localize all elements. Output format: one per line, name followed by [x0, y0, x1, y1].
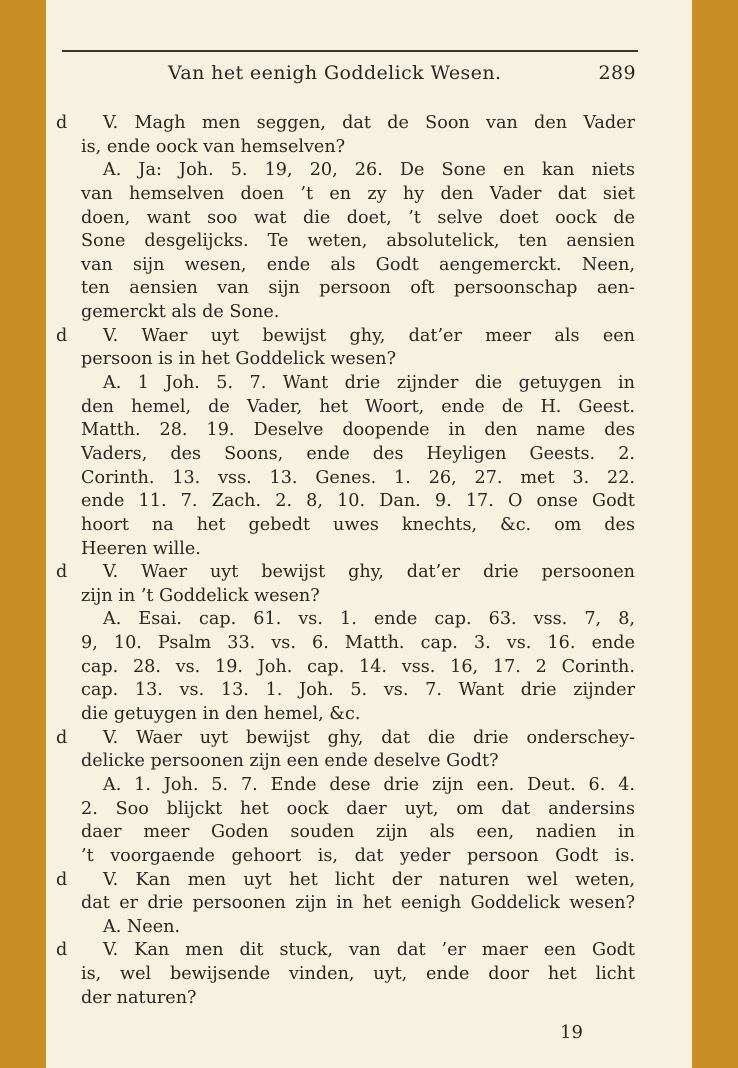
text-line — [0, 632, 738, 656]
text-line — [0, 869, 738, 893]
page-number: 289 — [598, 62, 636, 84]
signature-mark: 19 — [560, 1022, 583, 1043]
margin-marker: d — [56, 869, 68, 890]
text-line — [0, 230, 738, 254]
text-line — [0, 419, 738, 443]
text-line — [0, 774, 738, 798]
text-line — [0, 892, 738, 916]
text-line — [0, 325, 738, 349]
text-line — [0, 136, 738, 160]
text-line — [0, 490, 738, 514]
line-text: Heeren wille. — [81, 538, 201, 559]
text-line — [0, 821, 738, 845]
margin-marker: d — [56, 562, 68, 583]
page-body — [0, 112, 738, 1010]
text-line — [0, 277, 738, 301]
margin-marker: d — [56, 113, 68, 133]
text-line — [0, 301, 738, 325]
margin-marker: d — [56, 325, 68, 346]
line-text: cap. 28. vs. 19. Joh. cap. 14. vss. 16, 17. 2 Corinth. — [81, 656, 635, 677]
text-line — [0, 254, 738, 278]
text-line — [0, 348, 738, 372]
line-text: zijn in ’t Goddelick wesen? — [81, 585, 320, 606]
line-text: ten aensien van sijn persoon oft persoonschap aen- — [81, 278, 635, 299]
text-line — [0, 538, 738, 562]
text-line — [0, 963, 738, 987]
running-title: Van het eenigh Goddelick Wesen. — [168, 62, 502, 84]
line-text: A. Esai. cap. 61. vs. 1. ende cap. 63. vss. 7, 8, — [103, 609, 635, 630]
text-line — [0, 679, 738, 703]
text-line — [0, 987, 738, 1011]
page-header — [62, 62, 638, 90]
text-line — [0, 656, 738, 680]
line-text: ’t voorgaende gehoort is, dat yeder persoon Godt is. — [81, 845, 635, 866]
line-text: A. 1. Joh. 5. 7. Ende dese drie zijn een. Deut. 6. 4. — [103, 774, 635, 795]
line-text: is, ende oock van hemselven? — [81, 136, 346, 157]
text-line — [0, 514, 738, 538]
line-text: 9, 10. Psalm 33. vs. 6. Matth. cap. 3. vs. 16. ende — [81, 633, 635, 654]
line-text: ende 11. 7. Zach. 2. 8, 10. Dan. 9. 17. O onse Godt — [81, 491, 635, 512]
line-text: persoon is in het Goddelick wesen? — [81, 349, 397, 370]
line-text: V. Waer uyt bewijst ghy, dat die drie onderschey- — [103, 727, 635, 748]
line-text: doen, want soo wat die doet, ’t selve doet oock de — [81, 207, 635, 228]
line-text: delicke persoonen zijn een ende deselve Godt? — [81, 751, 499, 772]
text-line — [0, 608, 738, 632]
text-line — [0, 703, 738, 727]
line-text: A. Neen. — [103, 916, 181, 937]
line-text: die getuygen in den hemel, &c. — [81, 704, 361, 725]
text-line — [0, 750, 738, 774]
line-text: gemerckt als de Sone. — [81, 302, 280, 323]
text-line — [0, 183, 738, 207]
line-text: V. Waer uyt bewijst ghy, dat’er drie persoonen — [103, 562, 635, 583]
line-text: van hemselven doen ’t en zy hy den Vader dat siet — [81, 183, 635, 204]
line-text: A. 1 Joh. 5. 7. Want drie zijnder die getuygen in — [103, 373, 635, 394]
line-text: van sijn wesen, ende als Godt aengemerckt. Neen, — [81, 254, 635, 275]
line-text: V. Kan men uyt het licht der naturen wel weten, — [103, 869, 635, 890]
text-line — [0, 845, 738, 869]
line-text: V. Kan men dit stuck, van dat ’er maer een Godt — [103, 940, 635, 961]
line-text: Sone desgelijcks. Te weten, absolutelick, ten aensien — [81, 231, 635, 252]
text-line — [0, 467, 738, 491]
line-text: A. Ja: Joh. 5. 19, 20, 26. De Sone en kan niets — [103, 160, 635, 181]
text-line — [0, 585, 738, 609]
line-text: V. Waer uyt bewijst ghy, dat’er meer als een — [103, 325, 635, 346]
margin-marker: d — [56, 940, 68, 961]
text-line — [0, 207, 738, 231]
line-text: Vaders, des Soons, ende des Heyligen Geests. 2. — [81, 443, 635, 464]
text-line — [0, 798, 738, 822]
text-line — [0, 443, 738, 467]
line-text: cap. 13. vs. 13. 1. Joh. 5. vs. 7. Want drie zijnder — [81, 680, 635, 701]
line-text: is, wel bewijsende vinden, uyt, ende door het licht — [81, 964, 635, 985]
margin-marker: d — [56, 727, 68, 748]
line-text: Matth. 28. 19. Deselve doopende in den name des — [81, 420, 635, 441]
line-text: daer meer Goden souden zijn als een, nadien in — [81, 822, 635, 843]
line-text: den hemel, de Vader, het Woort, ende de H. Geest. — [81, 396, 635, 417]
line-text: V. Magh men seggen, dat de Soon van den Vader — [103, 113, 635, 133]
text-line — [0, 159, 738, 183]
text-line — [0, 916, 738, 940]
line-text: 2. Soo blijckt het oock daer uyt, om dat andersins — [81, 798, 635, 819]
text-line — [0, 939, 738, 963]
line-text: Corinth. 13. vss. 13. Genes. 1. 26, 27. met 3. 22. — [81, 467, 635, 488]
text-line — [0, 396, 738, 420]
text-line — [0, 112, 738, 136]
line-text: hoort na het gebedt uwes knechts, &c. om des — [81, 514, 635, 535]
text-line — [0, 561, 738, 585]
header-rule — [62, 50, 638, 52]
text-line — [0, 372, 738, 396]
line-text: dat er drie persoonen zijn in het eenigh Goddelick wesen? — [81, 893, 635, 914]
line-text: der naturen? — [81, 987, 197, 1008]
text-line — [0, 727, 738, 751]
